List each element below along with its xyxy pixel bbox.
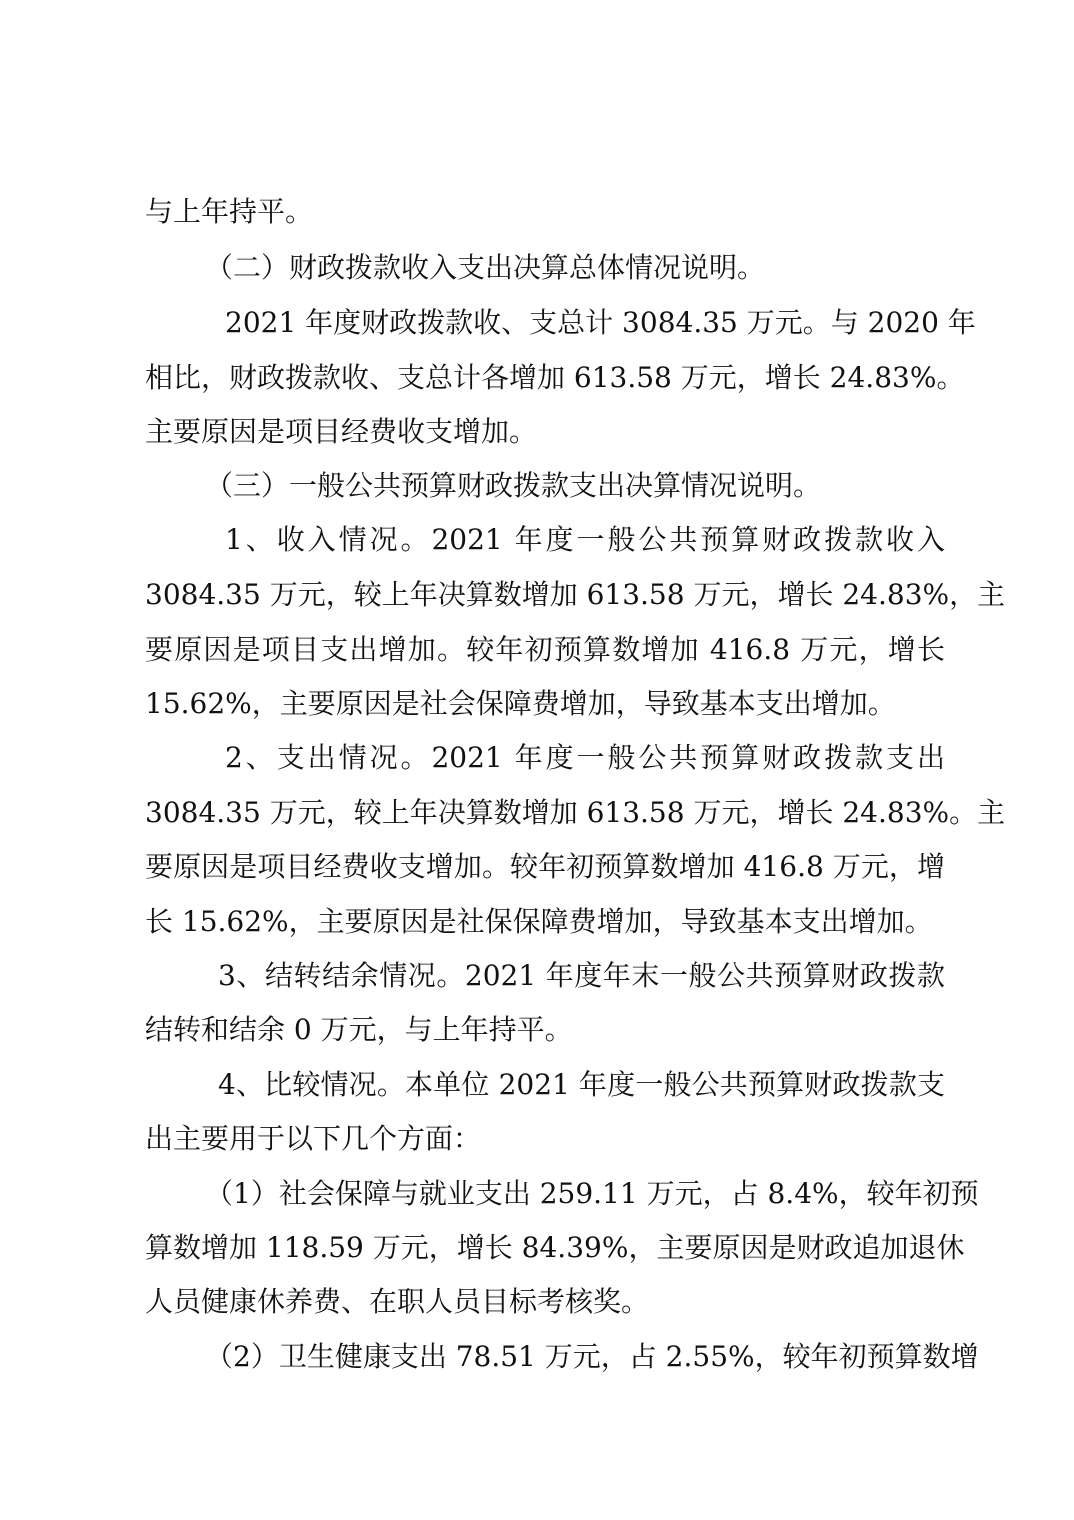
- text-line: 相比，财政拨款收、支总计各增加 613.58 万元，增长 24.83%。: [145, 361, 965, 394]
- text-line: 1、收入情况。2021 年度一般公共预算财政拨款收入: [225, 523, 945, 556]
- text-line: 主要原因是项目经费收支增加。: [145, 415, 538, 448]
- text-line: （1）社会保障与就业支出 259.11 万元，占 8.4%，较年初预: [205, 1177, 979, 1210]
- text-line: 3084.35 万元，较上年决算数增加 613.58 万元，增长 24.83%，主: [145, 578, 1006, 611]
- section-heading: （三）一般公共预算财政拨款支出决算情况说明。: [205, 469, 822, 502]
- text-line: 2021 年度财政拨款收、支总计 3084.35 万元。与 2020 年: [225, 306, 976, 339]
- text-line: 15.62%，主要原因是社会保障费增加，导致基本支出增加。: [145, 687, 896, 720]
- text-line: 人员健康休养费、在职人员目标考核奖。: [145, 1285, 650, 1318]
- text-line: 3084.35 万元，较上年决算数增加 613.58 万元，增长 24.83%。主: [145, 796, 1006, 829]
- text-line: 与上年持平。: [145, 195, 314, 228]
- text-line: 出主要用于以下几个方面：: [145, 1122, 482, 1155]
- section-heading: （二）财政拨款收入支出决算总体情况说明。: [205, 251, 766, 284]
- text-line: 3、结转结余情况。2021 年度年末一般公共预算财政拨款: [218, 959, 945, 992]
- text-line: 算数增加 118.59 万元，增长 84.39%，主要原因是财政追加退休: [145, 1231, 965, 1264]
- text-line: 要原因是项目支出增加。较年初预算数增加 416.8 万元，增长: [145, 633, 945, 666]
- text-line: 要原因是项目经费收支增加。较年初预算数增加 416.8 万元，增: [145, 850, 945, 883]
- text-line: 4、比较情况。本单位 2021 年度一般公共预算财政拨款支: [218, 1068, 945, 1101]
- text-line: 2、支出情况。2021 年度一般公共预算财政拨款支出: [225, 741, 945, 774]
- text-line: （2）卫生健康支出 78.51 万元，占 2.55%，较年初预算数增: [205, 1340, 979, 1373]
- text-line: 长 15.62%，主要原因是社保保障费增加，导致基本支出增加。: [145, 905, 933, 938]
- text-line: 结转和结余 0 万元，与上年持平。: [145, 1013, 573, 1046]
